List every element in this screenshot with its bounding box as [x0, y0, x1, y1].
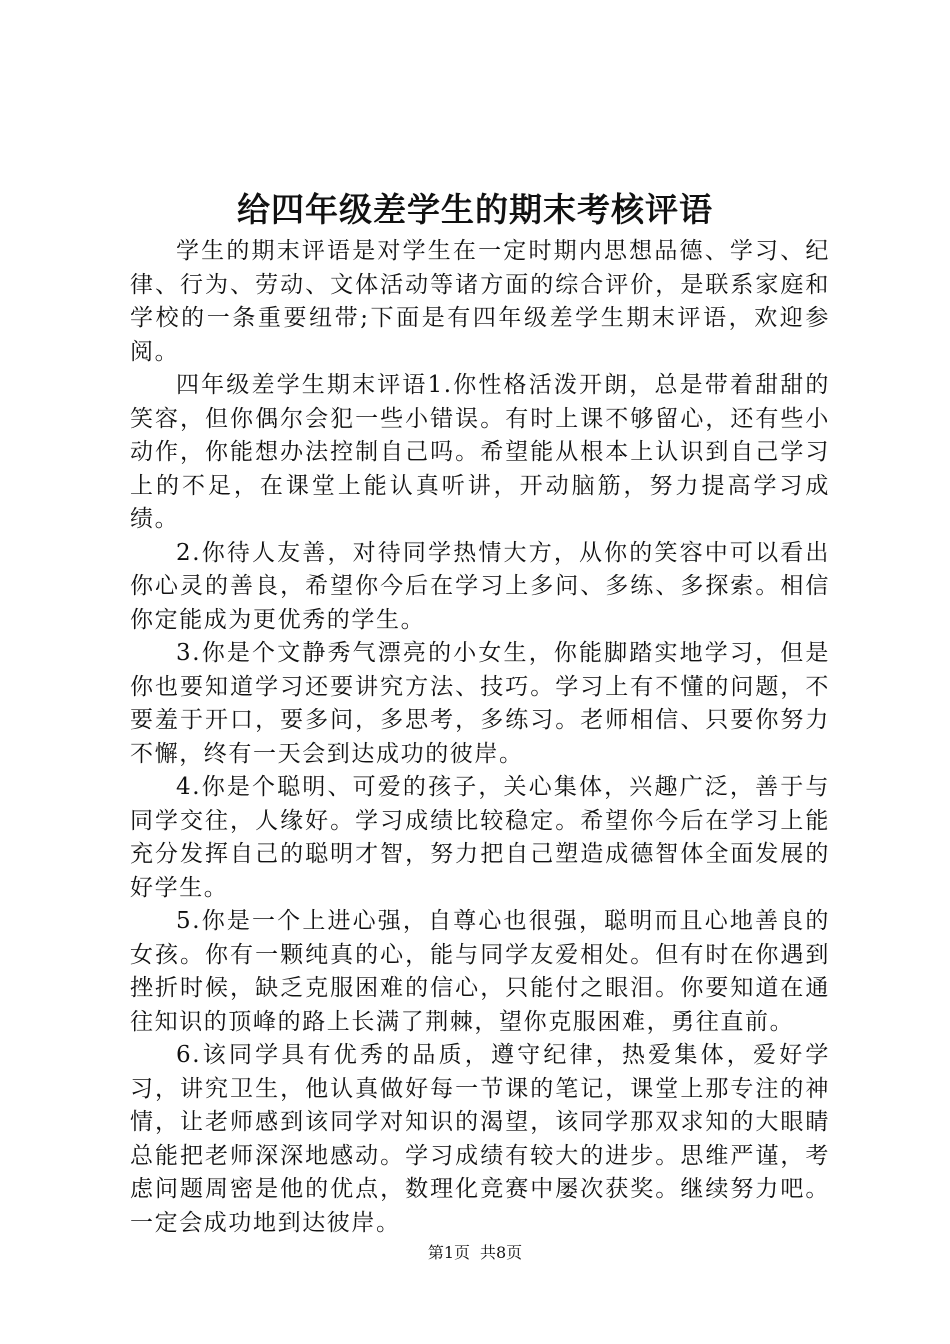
document-body	[130, 235, 830, 1240]
paragraph-comment-1: 四年级差学生期末评语1.你性格活泼开朗，总是带着甜甜的笑容，但你偶尔会犯一些小错误。有时上课不够留心，还有些小动作，你能想办法控制自己吗。希望能从根本上认识到自己学习上的不足，在课堂上能认真听讲，开动脑筋，努力提高学习成绩。	[130, 372, 830, 532]
page-title: 给四年级差学生的期末考核评语	[237, 190, 713, 229]
paragraph-comment-2: 2.你待人友善，对待同学热情大方，从你的笑容中可以看出你心灵的善良，希望你今后在学习上多问、多练、多探索。相信你定能成为更优秀的学生。	[130, 539, 830, 633]
paragraph-comment-6: 6.该同学具有优秀的品质，遵守纪律，热爱集体，爱好学习，讲究卫生，他认真做好每一节课的笔记，课堂上那专注的神情，让老师感到该同学对知识的渴望，该同学那双求知的大眼睛总能把老师深深地感动。学习成绩有较大的进步。思维严谨，考虑问题周密是他的优点，数理化竞赛中屡次获奖。继续努力吧。一定会成功地到达彼岸。	[130, 1042, 830, 1236]
page-footer	[0, 1242, 950, 1264]
paragraph-comment-3: 3.你是个文静秀气漂亮的小女生，你能脚踏实地学习，但是你也要知道学习还要讲究方法、技巧。学习上有不懂的问题，不要羞于开口，要多问，多思考，多练习。老师相信、只要你努力不懈，终有一天会到达成功的彼岸。	[130, 640, 830, 767]
paragraph-comment-4: 4.你是个聪明、可爱的孩子，关心集体，兴趣广泛，善于与同学交往，人缘好。学习成绩比较稳定。希望你今后在学习上能充分发挥自己的聪明才智，努力把自己塑造成德智体全面发展的好学生。	[130, 774, 830, 901]
paragraph-intro: 学生的期末评语是对学生在一定时期内思想品德、学习、纪律、行为、劳动、文体活动等诸方面的综合评价，是联系家庭和学校的一条重要纽带;下面是有四年级差学生期末评语，欢迎参阅。	[130, 238, 830, 365]
paragraph-comment-5: 5.你是一个上进心强，自尊心也很强，聪明而且心地善良的女孩。你有一颗纯真的心，能与同学友爱相处。但有时在你遇到挫折时候，缺乏克服困难的信心，只能付之眼泪。你要知道在通往知识的顶峰的路上长满了荆棘，望你克服困难，勇往直前。	[130, 908, 830, 1035]
page-number: 第1页	[427, 1243, 470, 1262]
page-total: 共8页	[480, 1243, 523, 1262]
